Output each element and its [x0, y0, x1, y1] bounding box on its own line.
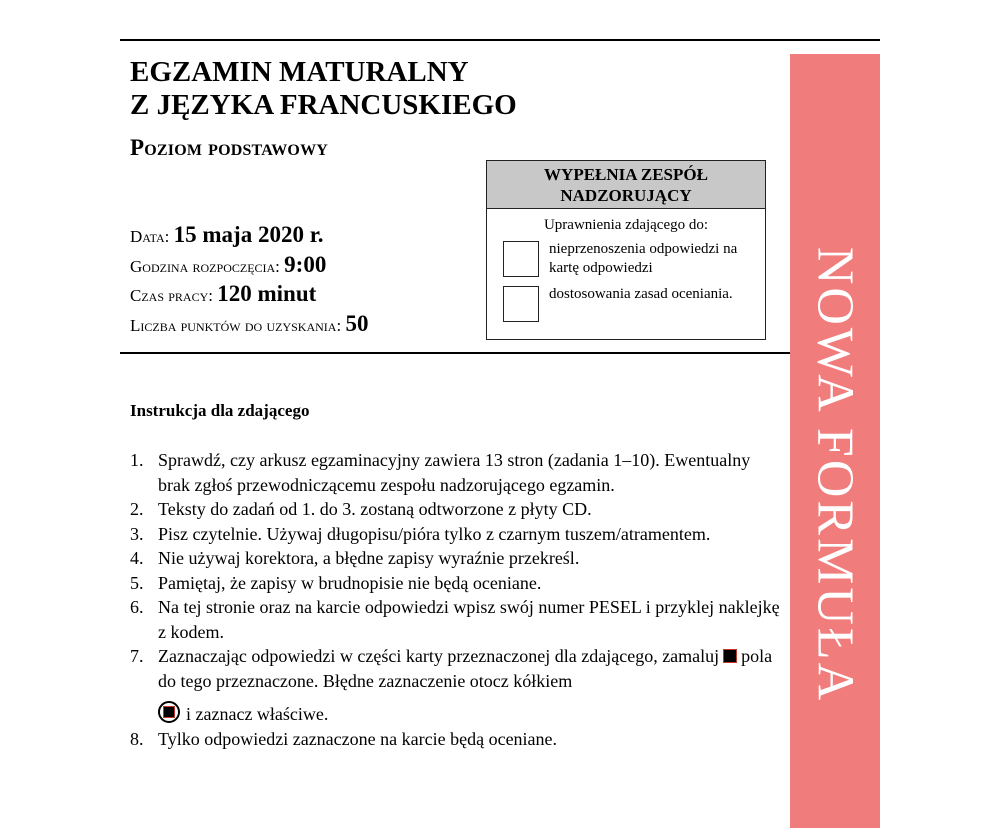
instruction-text-b: pola do tego przeznaczone. Błędne zaznaczenie otocz kółkiem: [158, 646, 773, 691]
instruction-text-c: i zaznacz właściwe.: [186, 704, 329, 724]
instruction-text: Na tej stronie oraz na karcie odpowiedzi wpisz swój numer PESEL i przyklej naklejkę z kodem.: [158, 597, 780, 642]
points-row: [130, 311, 368, 341]
side-label: NOWA FORMUŁA: [806, 246, 864, 704]
circled-square-icon: [158, 701, 180, 723]
exam-title: [130, 56, 517, 122]
filled-square-icon: [723, 649, 737, 663]
instruction-number: 6.: [130, 597, 144, 617]
top-rule: [120, 39, 880, 41]
instructions-heading: Instrukcja dla zdającego: [130, 401, 310, 420]
option-adjusted-grading-checkbox[interactable]: [503, 286, 539, 322]
instruction-text-c-line: [158, 701, 780, 727]
exam-meta: [130, 222, 368, 340]
date-value: 15 maja 2020 r.: [173, 222, 324, 247]
option-no-transfer-label: nieprzenoszenia odpowiedzi na kartę odpowiedzi: [549, 241, 738, 276]
instruction-item-5: [130, 571, 780, 596]
duration-label: Czas pracy:: [130, 286, 213, 305]
instruction-text: Nie używaj korektora, a błędne zapisy wyraźnie przekreśl.: [158, 548, 580, 568]
start-time-row: [130, 252, 368, 282]
proctor-box-heading: [487, 161, 765, 209]
instruction-item-7: [130, 644, 780, 727]
exam-title-line1: EGZAMIN MATURALNY: [130, 56, 469, 88]
start-time-label: Godzina rozpoczęcia:: [130, 256, 280, 276]
instruction-item-3: [130, 522, 780, 547]
instruction-number: 8.: [130, 728, 144, 749]
instruction-number: 2.: [130, 499, 144, 519]
exam-level: Poziom podstawowy: [130, 135, 329, 160]
instruction-number: 3.: [130, 523, 144, 544]
instruction-number: 5.: [130, 572, 144, 593]
instruction-text: Tylko odpowiedzi zaznaczone na karcie będą oceniane.: [158, 728, 558, 749]
instruction-item-2: [130, 497, 780, 522]
instruction-item-8: [130, 727, 780, 752]
proctor-box: [486, 160, 766, 340]
instruction-number: 7.: [130, 646, 144, 666]
date-row: [130, 222, 368, 252]
proctor-box-heading-line1: WYPEŁNIA ZESPÓŁ: [544, 165, 708, 184]
proctor-box-subheading: Uprawnienia zdającego do:: [543, 217, 709, 233]
instruction-number: 4.: [130, 548, 144, 568]
instruction-item-4: [130, 546, 780, 571]
duration-row: [130, 281, 368, 311]
instruction-text: Sprawdź, czy arkusz egzaminacyjny zawiera 13 stron (zadania 1–10). Ewentualny brak zgłoś przewodniczącemu zespołu nadzorującego egzamin.: [158, 450, 751, 495]
option-no-transfer-checkbox[interactable]: [503, 241, 539, 277]
instruction-text: Pisz czytelnie. Używaj długopisu/pióra tylko z czarnym tuszem/atramentem.: [158, 523, 711, 544]
proctor-box-heading-line2: NADZORUJĄCY: [560, 186, 692, 205]
date-label: Data:: [130, 227, 170, 246]
points-label: Liczba punktów do uzyskania:: [130, 315, 342, 335]
option-adjusted-grading-label: dostosowania zasad oceniania.: [549, 286, 733, 302]
instruction-text: Pamiętaj, że zapisy w brudnopisie nie będą oceniane.: [158, 572, 542, 593]
instruction-number: 1.: [130, 450, 144, 470]
middle-rule: [120, 352, 790, 354]
exam-title-line2: Z JĘZYKA FRANCUSKIEGO: [130, 89, 517, 121]
duration-value: 120 minut: [217, 281, 317, 306]
instruction-text-a: Zaznaczając odpowiedzi w części karty przeznaczonej dla zdającego, zamaluj: [158, 646, 720, 666]
start-time-value: 9:00: [284, 251, 327, 277]
instruction-item-6: [130, 595, 780, 644]
instruction-item-1: [130, 448, 780, 497]
instructions-list: [130, 448, 780, 751]
points-value: 50: [345, 310, 369, 336]
instruction-text: Teksty do zadań od 1. do 3. zostaną odtworzone z płyty CD.: [158, 499, 592, 519]
